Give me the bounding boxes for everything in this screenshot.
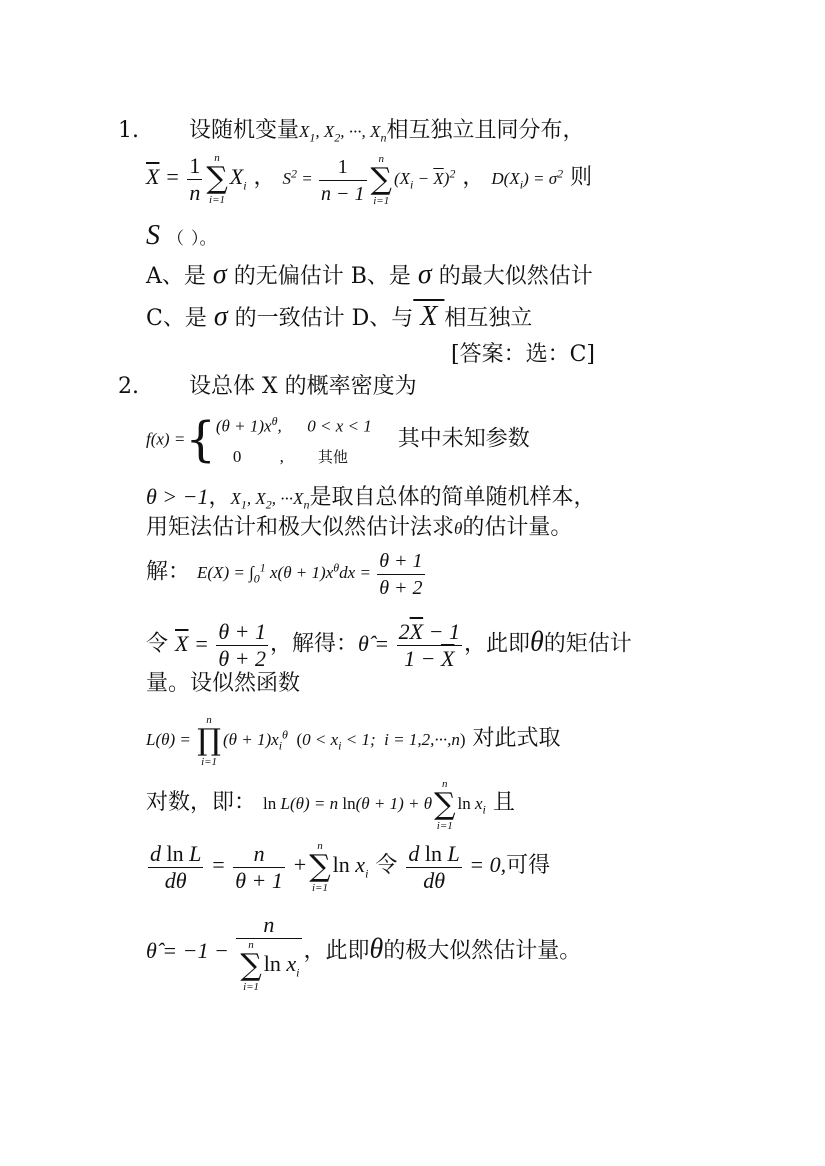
solution-label: 解： (146, 559, 191, 585)
sample-variance-formula: $S^2$ = $\frac{1}{n - 1}$ n ∑ i=1 $(X_i - \overline{X})^2$ (282, 153, 456, 208)
mle-line (146, 912, 581, 993)
theta-symbol: θ (454, 519, 463, 538)
mle-tail-2: 的极大似然估计量。 (383, 938, 582, 964)
sample-text: 是取自总体的简单随机样本， (309, 485, 596, 510)
moment-line-2: 量。设似然函数 (146, 671, 301, 696)
sample-mean-formula: $\overline{X}$ = $\frac{1}{n}$ n ∑ i=1 $X_i$ (146, 152, 247, 206)
derivative-line (146, 840, 550, 894)
derivative-zero: $\frac{\text{d ln L}}{d\theta}$ = 0, (408, 840, 507, 893)
likelihood-line (146, 714, 561, 768)
q1-options-cd (146, 303, 532, 333)
q2-line-1 (118, 373, 417, 401)
q1-s-symbol: S (146, 220, 160, 251)
q1-stem-open: （ (167, 229, 184, 249)
q1-formula-line: $\overline{X}$ = $\frac{1}{n}$ n ∑ i=1 $X_i$ ， $S^2$ = $\frac{1}{n - 1}$ n ∑ i=1 $(X_i - \overline{X})^2$ ， $D(X_i) = \sigma^2$ 则 (146, 152, 593, 208)
xbar-symbol: X (413, 301, 445, 332)
expectation-formula: $E(X) = \int_0^1$ $x(\theta + 1)x^\theta dx$ = $\frac{\theta + 1}{\theta + 2}$ (197, 550, 423, 599)
q2-intro: 设总体 X 的概率密度为 (189, 374, 417, 399)
unknown-param-text: 其中未知参数 (397, 426, 530, 452)
variance-formula: $D(X_i) = \sigma^2$ (491, 166, 564, 192)
let-2-text: 令 (375, 853, 398, 879)
density-function: f(x) ={ $(\theta + 1)x^\theta$, 0 < x < 1 0 , 其他 其中未知参数 (146, 411, 530, 468)
option-a-suffix: 的无偏估计 B、是 (233, 264, 411, 289)
q1-variables: $X_1$, $X_2$, ···, $X_n$ (299, 122, 387, 145)
obtain-text: 可得 (506, 853, 551, 879)
option-a-prefix: A、是 (146, 264, 206, 289)
solve-text: ，解得： (269, 631, 358, 657)
q2-number: 2. (118, 374, 139, 399)
let-text: 令 (146, 631, 169, 657)
q1-line-1 (118, 117, 584, 151)
and-text: 且 (492, 789, 515, 815)
q2-sample-line: θ > −1，$X_1$, $X_2$, $\cdot\cdot\cdot X_n$是取自总体的简单随机样本， (146, 484, 596, 512)
sample-list: $X_1$, $X_2$, $\cdot\cdot\cdot X_n$ (230, 489, 310, 512)
q1-intro: 设随机变量 (189, 118, 300, 143)
sigma-symbol: σ (206, 301, 235, 332)
derivative-formula: $\frac{\text{d ln L}}{d\theta}$ = $\frac{n}{\theta + 1}$ + n ∑ i=1 $\ln x_i$ (150, 840, 369, 894)
likelihood-formula: L(θ) = n ∏ i=1 $(\theta + 1)x_i^\theta$ ($0 < x_i < 1$; i = 1,2,···,n) (146, 714, 466, 768)
mle-tail: ，此即 (303, 938, 370, 964)
theta-hat-moment: θ̂ = $\frac{2\overline{X} - 1}{1 - \overline{X}}$ (358, 619, 460, 671)
sigma-symbol: σ (205, 259, 234, 290)
q1-options-ab (146, 261, 593, 291)
q1-answer: [答案：选：C] (451, 342, 595, 367)
case-other-label: 其他 (317, 449, 348, 466)
q1-conditional: 则 (570, 165, 593, 191)
option-c-prefix: C、是 (146, 306, 207, 331)
moment-tail-2: 的矩估计 (543, 631, 632, 657)
log-likelihood-line (146, 778, 515, 832)
theta-symbol: θ (369, 933, 384, 965)
log-text: 对此式取 (472, 725, 561, 751)
mle-formula: θ̂ = −1 − n n ∑ i=1 $\ln x_i$ (146, 912, 300, 993)
q1-number: 1. (118, 118, 139, 143)
q1-stem-close: ）。 (191, 229, 217, 249)
log-line-2: 对数，即： (146, 789, 257, 815)
expectation-line (146, 548, 427, 601)
q1-intro-tail: 相互独立且同分布， (386, 118, 585, 143)
theta-symbol: θ (529, 626, 544, 658)
sigma-symbol: σ (410, 259, 439, 290)
log-likelihood-formula: ln L(θ) = n ln(θ + 1) + θ n ∑ i=1 $\ln x_i$ (263, 778, 486, 832)
method-text-b: 的估计量。 (462, 515, 573, 540)
moment-estimator-line (146, 619, 632, 672)
moment-equation: $\overline{X}$ = $\frac{\theta + 1}{\theta + 2}$ (175, 619, 266, 671)
method-text-a: 用矩法估计和极大似然估计法求 (146, 515, 455, 540)
option-d-suffix: 相互独立 (444, 306, 533, 331)
moment-tail: ，此即 (463, 631, 530, 657)
option-c-suffix: 的一致估计 D、与 (234, 306, 414, 331)
option-b-suffix: 的最大似然估计 (438, 264, 593, 289)
theta-condition: θ > −1 (146, 484, 209, 509)
q2-method-line (146, 514, 572, 543)
q1-stem-line (146, 222, 217, 253)
